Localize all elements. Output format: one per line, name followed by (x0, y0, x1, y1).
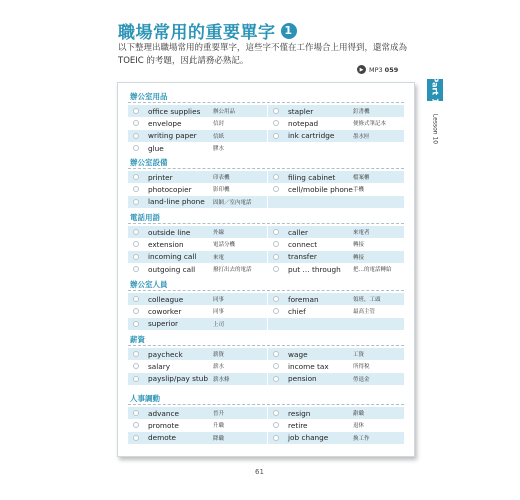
vocab-english: resign (288, 408, 311, 418)
vocab-item (128, 318, 267, 330)
vocab-chinese: 所得稅 (353, 364, 370, 371)
checkbox-circle-icon[interactable] (133, 266, 139, 272)
vocab-item (128, 105, 267, 117)
vocab-english: promote (148, 420, 179, 430)
checkbox-circle-icon[interactable] (133, 296, 139, 302)
checkbox-circle-icon[interactable] (133, 363, 139, 369)
mp3-label: MP3 (369, 65, 383, 74)
vocab-english: notepad (288, 118, 319, 128)
vocab-item (128, 196, 267, 208)
vocab-item (268, 238, 404, 250)
vocab-item (268, 117, 404, 129)
vocab-chinese: 辦公用品 (213, 109, 236, 116)
checkbox-circle-icon[interactable] (273, 186, 279, 192)
vocab-row (128, 348, 404, 360)
checkbox-circle-icon[interactable] (133, 410, 139, 416)
vocab-row (128, 105, 404, 117)
vocab-list (128, 407, 404, 444)
part-side-tab (427, 76, 443, 104)
page-title (118, 18, 297, 43)
section-title: 薪資 (130, 335, 145, 344)
vocab-english: colleague (148, 294, 184, 304)
audio-play-icon[interactable]: ▶ (357, 65, 366, 74)
vocab-english: salary (148, 361, 171, 371)
checkbox-circle-icon[interactable] (273, 308, 279, 314)
checkbox-circle-icon[interactable] (133, 376, 139, 382)
vocab-chinese: 退休 (353, 423, 365, 430)
vocab-english: pension (288, 374, 317, 384)
vocab-chinese: 薪水 (213, 364, 225, 371)
vocab-row (128, 293, 404, 305)
vocab-item (128, 407, 267, 419)
vocab-english: chief (288, 306, 306, 316)
vocab-list (128, 293, 404, 330)
vocab-chinese: 便條式筆記本 (353, 121, 387, 128)
vocab-english: connect (288, 239, 318, 249)
vocab-row (128, 263, 404, 275)
section-title: 辦公室人員 (130, 280, 168, 289)
vocab-item (128, 183, 267, 195)
vocab-english: stapler (288, 106, 314, 116)
section-divider (128, 223, 404, 224)
vocab-item (128, 373, 267, 385)
vocab-english: ink cartridge (288, 131, 335, 141)
vocab-row (128, 130, 404, 142)
vocab-english: payslip/pay stub (148, 374, 209, 384)
lesson-label-text: Lesson 10 (431, 113, 439, 145)
vocab-item (128, 142, 267, 154)
vocab-row (128, 407, 404, 419)
vocab-english: photocopier (148, 184, 192, 194)
vocab-item (268, 293, 404, 305)
vocab-chinese: 工資 (353, 352, 365, 359)
vocab-item (268, 432, 404, 444)
vocab-english: envelope (148, 118, 182, 128)
vocab-item (128, 238, 267, 250)
checkbox-circle-icon[interactable] (273, 435, 279, 441)
vocab-chinese: 電話分機 (213, 242, 236, 249)
vocab-english: transfer (288, 252, 317, 262)
vocab-item (128, 171, 267, 183)
vocab-english: foreman (288, 294, 319, 304)
vocab-item (268, 373, 404, 385)
vocab-chinese: 檔案櫃 (353, 175, 370, 182)
vocab-item (128, 293, 267, 305)
vocab-chinese: 膠水 (213, 146, 225, 153)
vocab-item (268, 142, 404, 154)
vocab-row (128, 373, 404, 385)
vocab-row (128, 305, 404, 317)
vocab-english: coworker (148, 306, 182, 316)
vocab-list (128, 105, 404, 154)
vocab-chinese: 墨水匣 (353, 133, 370, 140)
checkbox-circle-icon[interactable] (133, 435, 139, 441)
mp3-track-label[interactable] (357, 65, 398, 74)
vocab-item (268, 407, 404, 419)
checkbox-circle-icon[interactable] (273, 133, 279, 139)
vocab-english: outside line (148, 227, 191, 237)
vocab-list (128, 348, 404, 385)
checkbox-circle-icon[interactable] (133, 145, 139, 151)
vocab-english: advance (148, 408, 180, 418)
vocab-chinese: 影印機 (213, 187, 230, 194)
vocab-english: wage (288, 349, 308, 359)
vocab-chinese: 轉接 (353, 254, 365, 261)
checkbox-circle-icon[interactable] (273, 241, 279, 247)
lesson-label (428, 108, 442, 150)
vocab-chinese: 換工作 (353, 435, 370, 442)
section-title: 人事調動 (130, 394, 160, 403)
page-number: 61 (255, 468, 264, 476)
vocab-chinese: 釘書機 (353, 109, 370, 116)
title-number-badge: 1 (281, 23, 297, 39)
checkbox-circle-icon[interactable] (133, 254, 139, 260)
vocab-chinese: 最高主管 (353, 309, 376, 316)
vocab-english: printer (148, 172, 173, 182)
checkbox-circle-icon[interactable] (273, 363, 279, 369)
vocab-english: writing paper (148, 131, 197, 141)
vocab-row (128, 142, 404, 154)
vocab-item (268, 196, 404, 208)
vocab-item (268, 183, 404, 195)
vocab-item (268, 318, 404, 330)
vocab-english: superior (148, 319, 179, 329)
checkbox-circle-icon[interactable] (133, 186, 139, 192)
vocab-item (268, 419, 404, 431)
vocab-chinese: 降職 (213, 435, 225, 442)
checkbox-circle-icon[interactable] (273, 351, 279, 357)
vocab-item (128, 432, 267, 444)
checkbox-circle-icon[interactable] (133, 108, 139, 114)
checkbox-circle-icon[interactable] (273, 174, 279, 180)
vocab-chinese: 轉接 (353, 242, 365, 249)
section-title: 辦公室設備 (130, 158, 168, 167)
vocab-item (268, 348, 404, 360)
section-divider (128, 102, 404, 103)
vocab-english: put … through (288, 264, 341, 274)
vocab-chinese: 來電 (213, 254, 225, 261)
vocab-chinese: 手機 (353, 187, 365, 194)
vocab-row (128, 318, 404, 330)
vocab-row (128, 196, 404, 208)
checkbox-circle-icon[interactable] (133, 241, 139, 247)
vocab-item (128, 263, 267, 275)
vocab-item (268, 360, 404, 372)
vocab-chinese: 晉升 (213, 411, 225, 418)
checkbox-circle-icon[interactable] (133, 321, 139, 327)
vocab-english: cell/mobile phone (288, 184, 353, 194)
vocab-item (268, 263, 404, 275)
checkbox-circle-icon[interactable] (273, 229, 279, 235)
checkbox-circle-icon[interactable] (273, 410, 279, 416)
vocab-chinese: 信紙 (213, 133, 225, 140)
vocab-english: glue (148, 143, 164, 153)
vocab-row (128, 419, 404, 431)
page-title-text: 職場常用的重要單字 (118, 23, 276, 43)
vocab-english: job change (288, 433, 329, 443)
vocab-chinese: 來電者 (353, 230, 370, 237)
vocab-english: land-line phone (148, 197, 205, 207)
vocab-english: extension (148, 239, 184, 249)
vocab-item (128, 226, 267, 238)
vocab-english: caller (288, 227, 309, 237)
vocab-item (268, 130, 404, 142)
vocab-item (128, 348, 267, 360)
vocab-item (268, 251, 404, 263)
vocab-english: office supplies (148, 106, 201, 116)
checkbox-circle-icon[interactable] (133, 422, 139, 428)
vocab-row (128, 183, 404, 195)
vocab-row (128, 360, 404, 372)
checkbox-circle-icon[interactable] (133, 199, 139, 205)
intro-text: 以下整理出職場常用的重要單字，這些字不僅在工作場合上用得到，還常成為 TOEIC 的考題，因此請務必熟記。 (118, 43, 408, 66)
vocab-item (128, 130, 267, 142)
checkbox-circle-icon[interactable] (273, 254, 279, 260)
mp3-code: 059 (384, 65, 399, 74)
checkbox-circle-icon[interactable] (133, 229, 139, 235)
vocab-chinese: 領班，工頭 (353, 297, 381, 304)
vocab-chinese: 信封 (213, 121, 225, 128)
vocab-row (128, 117, 404, 129)
checkbox-circle-icon[interactable] (273, 266, 279, 272)
vocab-english: filing cabinet (288, 172, 336, 182)
vocab-chinese: 同事 (213, 297, 225, 304)
vocab-row (128, 226, 404, 238)
vocab-list (128, 226, 404, 275)
section-title: 電話用語 (130, 213, 160, 222)
section-divider (128, 404, 404, 405)
vocab-row (128, 251, 404, 263)
section-divider (128, 290, 404, 291)
vocab-chinese: 勞退金 (353, 376, 370, 383)
vocab-item (268, 171, 404, 183)
vocab-chinese: 把…的電話轉給 (353, 267, 392, 274)
vocab-chinese: 上司 (213, 321, 225, 328)
vocab-chinese: 外線 (213, 230, 225, 237)
checkbox-circle-icon[interactable] (133, 174, 139, 180)
vocab-item (268, 226, 404, 238)
section-divider (128, 168, 404, 169)
checkbox-circle-icon[interactable] (273, 422, 279, 428)
vocabulary-panel (117, 82, 415, 457)
vocab-english: paycheck (148, 349, 183, 359)
vocab-item (128, 305, 267, 317)
vocab-english: income tax (288, 361, 329, 371)
vocab-english: outgoing call (148, 264, 196, 274)
part-side-tab-label: Part 1 (430, 76, 440, 104)
checkbox-circle-icon[interactable] (273, 108, 279, 114)
checkbox-circle-icon[interactable] (133, 308, 139, 314)
checkbox-circle-icon[interactable] (133, 120, 139, 126)
vocab-row (128, 171, 404, 183)
vocab-item (128, 419, 267, 431)
vocab-english: demote (148, 433, 177, 443)
vocab-chinese: 固網／室內電話 (213, 199, 252, 206)
section-divider (128, 345, 404, 346)
checkbox-circle-icon[interactable] (273, 296, 279, 302)
checkbox-circle-icon[interactable] (133, 133, 139, 139)
vocab-row (128, 432, 404, 444)
checkbox-circle-icon[interactable] (273, 120, 279, 126)
vocab-chinese: 同事 (213, 309, 225, 316)
vocab-chinese: 薪資 (213, 352, 225, 359)
checkbox-circle-icon[interactable] (133, 351, 139, 357)
vocab-chinese: 薪水條 (213, 376, 230, 383)
vocab-item (268, 105, 404, 117)
vocab-list (128, 171, 404, 208)
vocab-english: retire (288, 420, 308, 430)
vocab-chinese: 印表機 (213, 175, 230, 182)
vocab-chinese: 升職 (213, 423, 225, 430)
vocab-item (128, 360, 267, 372)
checkbox-circle-icon[interactable] (273, 376, 279, 382)
vocab-item (128, 251, 267, 263)
vocab-chinese: 辭職 (353, 411, 365, 418)
vocab-row (128, 238, 404, 250)
section-title: 辦公室用品 (130, 92, 168, 101)
vocab-chinese: 撥打出去的電話 (213, 267, 252, 274)
vocab-item (128, 117, 267, 129)
vocab-item (268, 305, 404, 317)
vocab-english: incoming call (148, 252, 197, 262)
